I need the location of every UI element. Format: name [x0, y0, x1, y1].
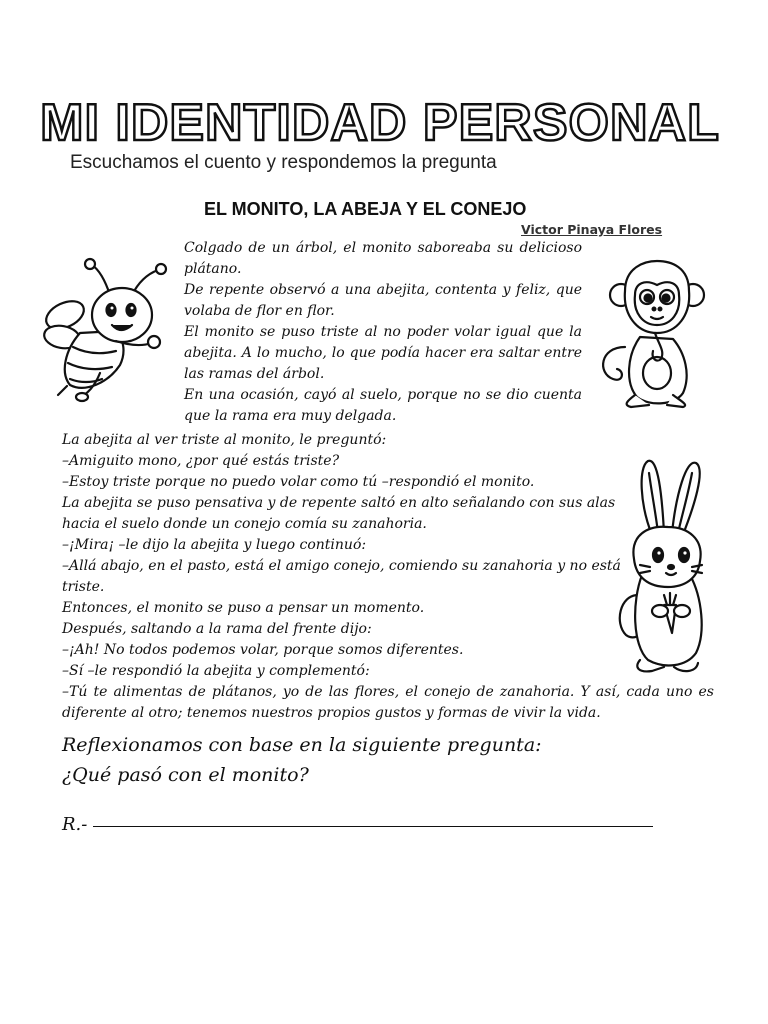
- answer-area: [62, 814, 653, 835]
- story-paragraph: –Amiguito mono, ¿por qué estás triste?: [62, 453, 340, 469]
- page-title: [40, 90, 720, 152]
- story-paragraph: –Sí –le respondió la abejita y complementó:: [62, 663, 370, 679]
- reflection-instruction: Reflexionamos con base en la siguiente pregunta:: [62, 734, 542, 756]
- story-paragraph: En una ocasión, cayó al suelo, porque no se dio cuenta que la rama era muy delgada.: [184, 387, 582, 424]
- story-paragraph: Colgado de un árbol, el monito saboreaba su delicioso plátano.: [184, 240, 582, 277]
- story-paragraph: –¡Mira¡ –le dijo la abejita y luego continuó:: [62, 537, 367, 553]
- monkey-illustration: [595, 255, 715, 410]
- bee-illustration: [40, 255, 175, 405]
- story-paragraph: El monito se puso triste al no poder volar igual que la abejita. A lo mucho, lo que podía hacer era saltar entre las ramas del árbol.: [184, 324, 582, 382]
- story-paragraph: De repente observó a una abejita, contenta y feliz, que volaba de flor en flor.: [184, 282, 582, 319]
- story-title: EL MONITO, LA ABEJA Y EL CONEJO: [204, 199, 527, 219]
- reflection-block: [62, 730, 542, 790]
- story-author: Victor Pinaya Flores: [521, 222, 663, 237]
- story-paragraph: –Tú te alimentas de plátanos, yo de las flores, el conejo de zanahoria. Y así, cada uno es diferente al otro; tenemos nuestros propios gustos y formas de vivir la vida.: [62, 684, 714, 721]
- reflection-question: ¿Qué pasó con el monito?: [62, 764, 309, 786]
- answer-blank-line[interactable]: [93, 826, 653, 827]
- answer-label: R.-: [62, 814, 88, 835]
- rabbit-illustration: [612, 455, 710, 680]
- story-paragraph: –Allá abajo, en el pasto, está el amigo conejo, comiendo su zanahoria y no está triste.: [62, 558, 621, 595]
- story-top-block: [184, 238, 582, 427]
- story-paragraph: La abejita al ver triste al monito, le preguntó:: [62, 432, 387, 448]
- story-paragraph: Después, saltando a la rama del frente dijo:: [62, 621, 372, 637]
- story-paragraph: Entonces, el monito se puso a pensar un momento.: [62, 600, 425, 616]
- page-subtitle: Escuchamos el cuento y respondemos la pregunta: [70, 152, 497, 173]
- story-paragraph: –¡Ah! No todos podemos volar, porque somos diferentes.: [62, 642, 464, 658]
- story-paragraph: –Estoy triste porque no puedo volar como tú –respondió el monito.: [62, 474, 535, 490]
- story-paragraph: La abejita se puso pensativa y de repente saltó en alto señalando con sus alas hacia el suelo donde un conejo comía su zanahoria.: [62, 495, 616, 532]
- page-title-text: MI IDENTIDAD PERSONAL: [40, 94, 720, 152]
